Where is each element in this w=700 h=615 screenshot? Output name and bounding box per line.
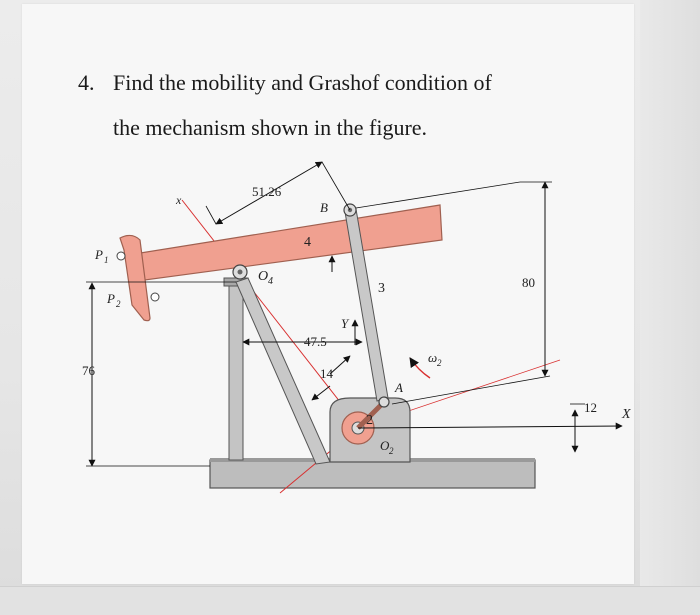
label-o2: O xyxy=(380,438,390,453)
dim-47-5-label: 47.5 xyxy=(304,334,327,349)
label-p2: P xyxy=(107,291,115,306)
label-p1-subscript: 1 xyxy=(104,255,109,265)
label-a: A xyxy=(395,380,403,395)
dim-80-ext-top xyxy=(356,182,520,208)
problem-number: 4. xyxy=(78,70,95,95)
pin-p1 xyxy=(117,252,125,260)
dim-51-26-ext-left xyxy=(206,206,216,224)
label-link-4: 4 xyxy=(304,235,311,250)
dim-14-leader-2 xyxy=(312,386,330,400)
walking-beam-link-4 xyxy=(128,205,442,282)
ground-post-o4 xyxy=(229,282,243,460)
label-omega: ω xyxy=(428,350,438,365)
label-y-axis: Y xyxy=(341,316,349,331)
label-omega-subscript: 2 xyxy=(437,358,442,368)
base-plate xyxy=(210,460,535,488)
pin-o4-inner xyxy=(238,270,243,275)
problem-statement-line-2: the mechanism shown in the figure. xyxy=(113,115,428,140)
label-x-small: x xyxy=(176,193,182,207)
dim-80-label: 80 xyxy=(522,275,535,290)
label-o4: O xyxy=(258,269,269,284)
label-link-3: 3 xyxy=(378,281,385,296)
pin-a xyxy=(379,397,389,407)
omega-rotation-arrow xyxy=(410,358,430,378)
label-o2-subscript: 2 xyxy=(389,446,394,456)
label-o4-subscript: 4 xyxy=(268,276,273,287)
dim-51-26-label: 51.26 xyxy=(252,184,282,199)
dim-14-leader xyxy=(330,356,350,374)
pin-p2 xyxy=(151,293,159,301)
dim-12-label: 12 xyxy=(584,400,597,415)
problem-statement-line-1: Find the mobility and Grashof condition of xyxy=(113,70,492,95)
label-p1: P xyxy=(95,247,103,262)
dim-80-ext-bottom xyxy=(392,376,550,404)
dim-76-label: 76 xyxy=(82,363,95,378)
label-link-2: 2 xyxy=(366,413,373,428)
label-b: B xyxy=(320,200,328,215)
label-x-axis: X xyxy=(622,407,631,422)
dim-14-label: 14 xyxy=(320,366,333,381)
label-p2-subscript: 2 xyxy=(116,299,121,309)
